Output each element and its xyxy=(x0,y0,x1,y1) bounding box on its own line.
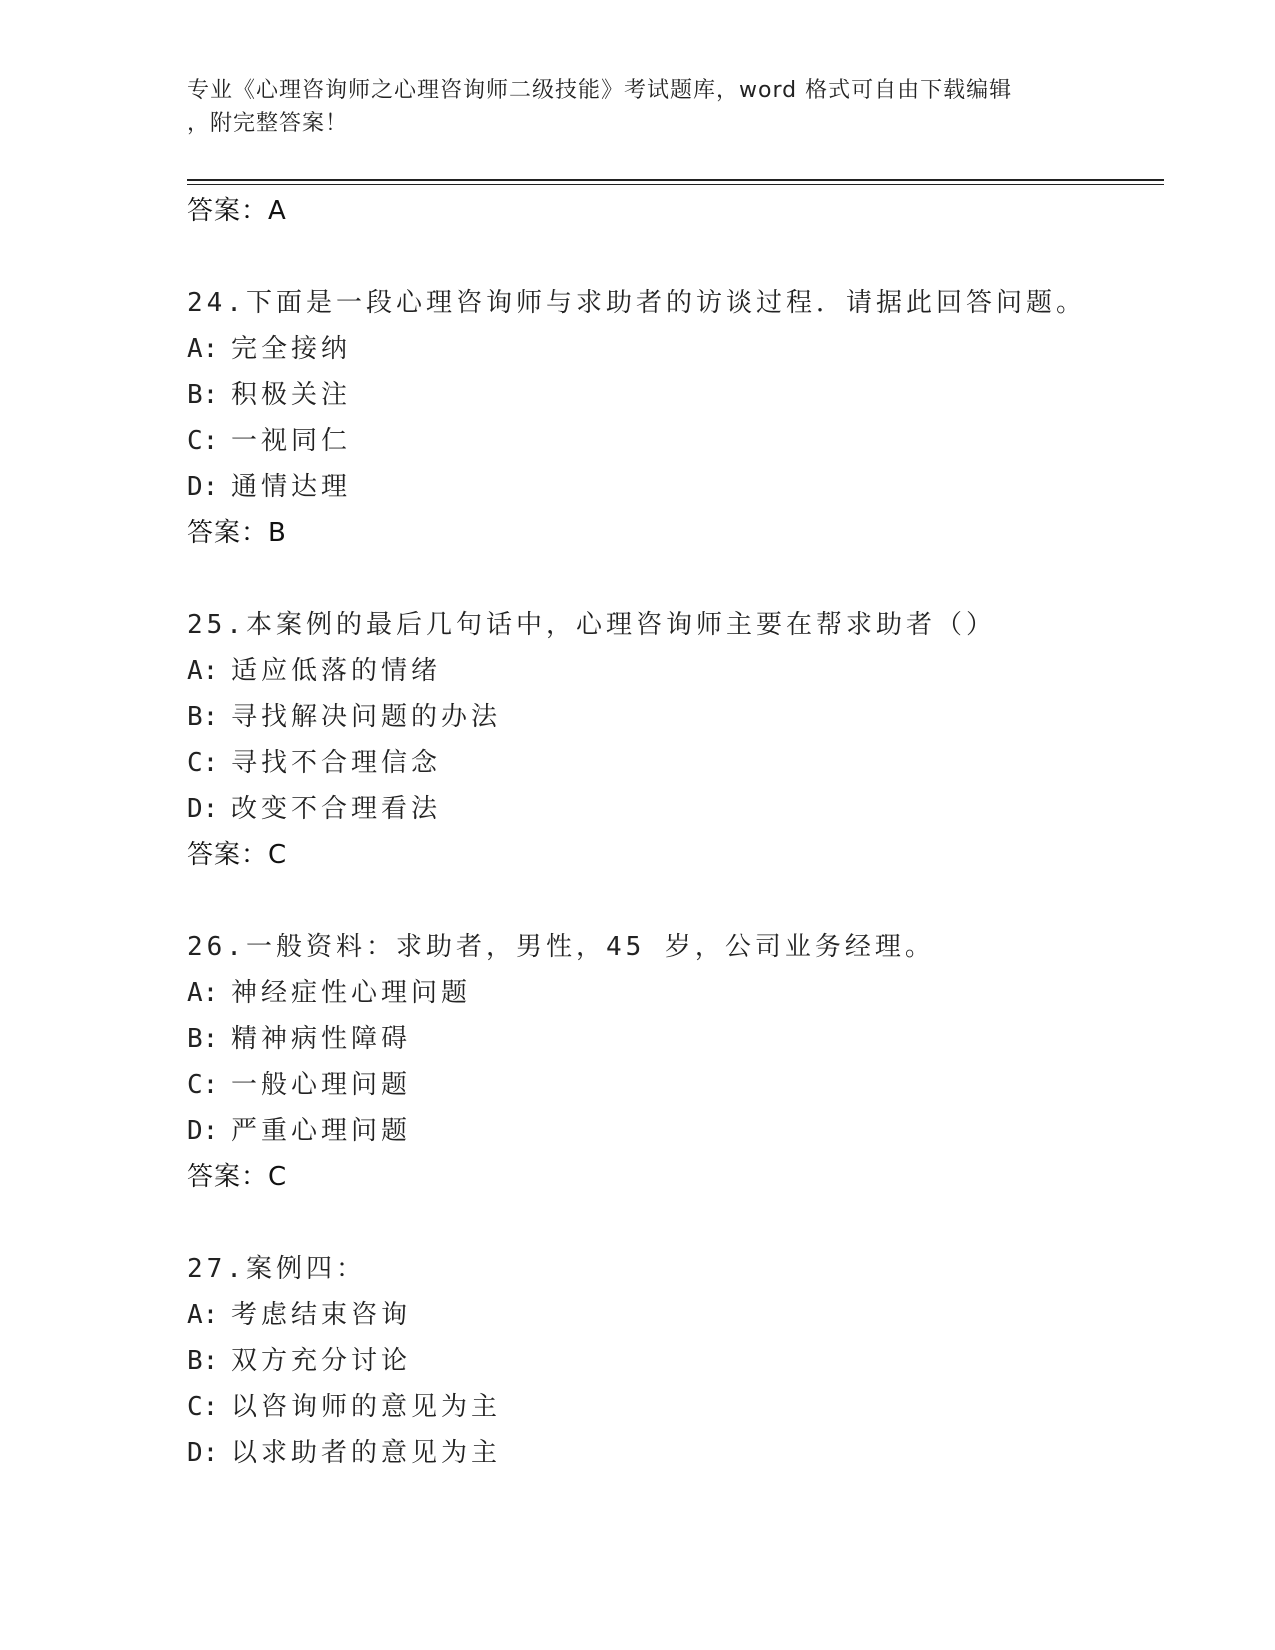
question-27-option-c xyxy=(187,1384,1167,1430)
option-text: 积极关注 xyxy=(231,380,352,410)
option-key: A: xyxy=(187,334,219,364)
question-24-answer: 答案：B xyxy=(187,518,287,548)
option-text: 通情达理 xyxy=(231,472,352,502)
option-text: 改变不合理看法 xyxy=(231,794,442,824)
option-key: C: xyxy=(187,426,219,456)
option-text: 寻找解决问题的办法 xyxy=(231,702,502,732)
header-divider-thin xyxy=(187,184,1164,185)
question-26-answer: 答案：C xyxy=(187,1162,288,1192)
option-text: 以求助者的意见为主 xyxy=(231,1438,502,1468)
question-25-stem: 25.本案例的最后几句话中，心理咨询师主要在帮求助者（） xyxy=(187,610,996,640)
option-key: A: xyxy=(187,978,219,1008)
option-text: 一般心理问题 xyxy=(231,1070,412,1100)
option-key: B: xyxy=(187,702,219,732)
option-key: C: xyxy=(187,1392,219,1422)
question-26-option-a xyxy=(187,970,1167,1016)
option-key: B: xyxy=(187,380,219,410)
spacer xyxy=(187,878,1167,924)
option-key: B: xyxy=(187,1024,219,1054)
option-text: 完全接纳 xyxy=(231,334,352,364)
question-25-option-a xyxy=(187,648,1167,694)
question-26-stem: 26.一般资料：求助者，男性，45 岁，公司业务经理。 xyxy=(187,932,935,962)
question-26-option-d xyxy=(187,1108,1167,1154)
option-key: D: xyxy=(187,1116,219,1146)
question-24-stem: 24.下面是一段心理咨询师与求助者的访谈过程．请据此回答问题。 xyxy=(187,288,1086,318)
option-text: 适应低落的情绪 xyxy=(231,656,442,686)
option-key: D: xyxy=(187,1438,219,1468)
question-24-option-b xyxy=(187,372,1167,418)
spacer xyxy=(187,1200,1167,1246)
option-key: C: xyxy=(187,748,219,778)
option-text: 考虑结束咨询 xyxy=(231,1300,412,1330)
question-25-option-d xyxy=(187,786,1167,832)
spacer xyxy=(187,556,1167,602)
header-line-1: 专业《心理咨询师之心理咨询师二级技能》考试题库，word 格式可自由下载编辑 xyxy=(187,78,1013,103)
question-26-option-c xyxy=(187,1062,1167,1108)
question-24-option-a xyxy=(187,326,1167,372)
option-key: B: xyxy=(187,1346,219,1376)
option-text: 精神病性障碍 xyxy=(231,1024,412,1054)
spacer xyxy=(187,234,1167,280)
option-text: 以咨询师的意见为主 xyxy=(231,1392,502,1422)
question-26-option-b xyxy=(187,1016,1167,1062)
question-24-option-c xyxy=(187,418,1167,464)
option-text: 严重心理问题 xyxy=(231,1116,412,1146)
option-text: 双方充分讨论 xyxy=(231,1346,412,1376)
question-27-option-a xyxy=(187,1292,1167,1338)
option-key: D: xyxy=(187,472,219,502)
question-25-option-b xyxy=(187,694,1167,740)
question-27-option-d xyxy=(187,1430,1167,1476)
answer-previous: 答案：A xyxy=(187,196,287,226)
option-key: D: xyxy=(187,794,219,824)
question-27-stem: 27.案例四： xyxy=(187,1254,366,1284)
question-25-answer: 答案：C xyxy=(187,840,288,870)
header-divider-thick xyxy=(187,179,1164,181)
question-25-option-c xyxy=(187,740,1167,786)
question-27-option-b xyxy=(187,1338,1167,1384)
document-body xyxy=(187,188,1167,1476)
option-text: 一视同仁 xyxy=(231,426,352,456)
option-key: A: xyxy=(187,1300,219,1330)
option-text: 寻找不合理信念 xyxy=(231,748,442,778)
document-header xyxy=(187,74,1067,140)
option-text: 神经症性心理问题 xyxy=(231,978,472,1008)
question-24-option-d xyxy=(187,464,1167,510)
header-line-2: ，附完整答案！ xyxy=(187,111,349,136)
option-key: A: xyxy=(187,656,219,686)
option-key: C: xyxy=(187,1070,219,1100)
